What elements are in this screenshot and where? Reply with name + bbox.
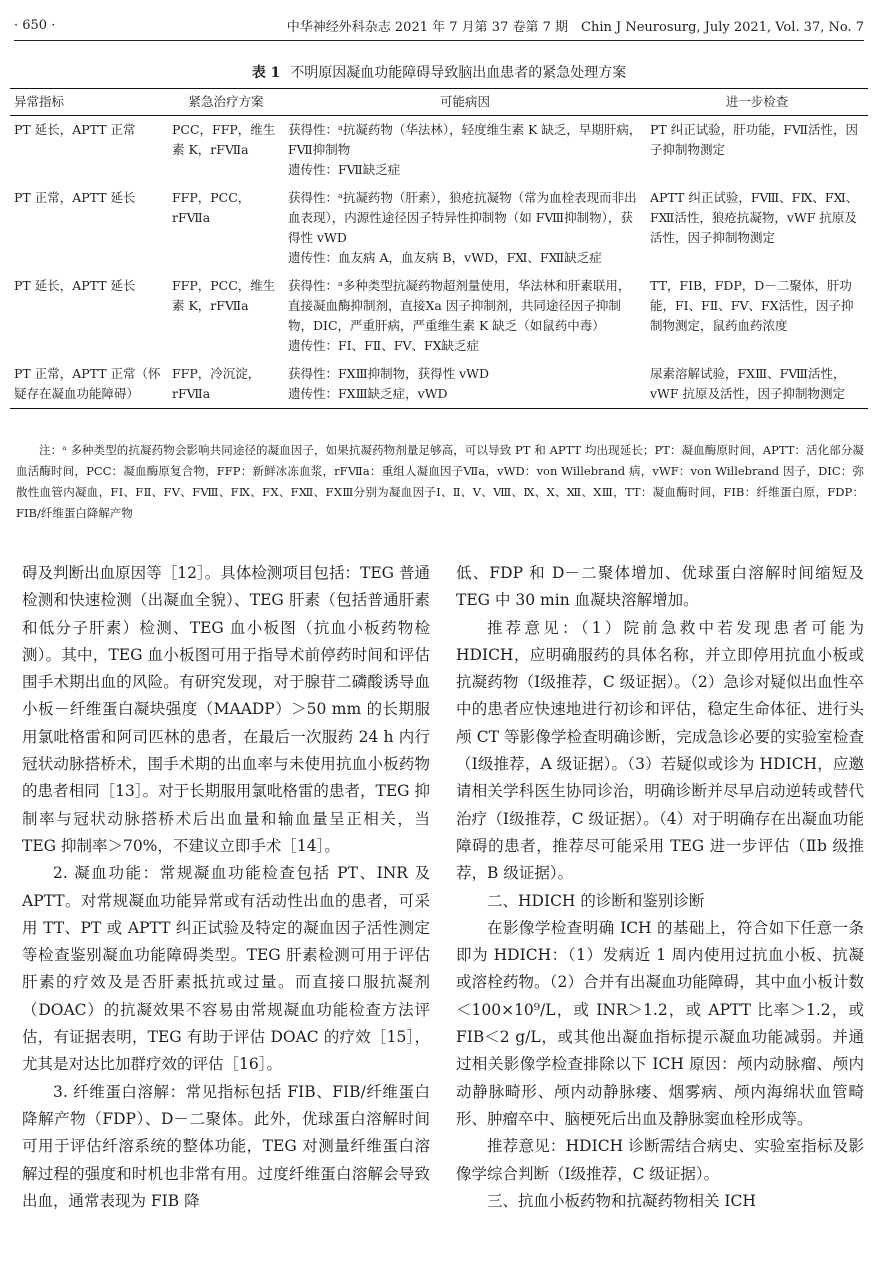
cell-cause — [284, 184, 646, 272]
cell-treatment: FFP，PCC，维生素 K，rFⅦa — [172, 278, 276, 313]
header-cause: 可能病因 — [284, 89, 646, 116]
cause-acquired: 获得性：ᵃ抗凝药物（华法林），轻度维生素 K 缺乏，早期肝病，FⅦ抑制物 — [288, 122, 642, 157]
cell-indicator: PT 延长，APTT 延长 — [14, 278, 136, 293]
cause-acquired: 获得性：FⅩⅢ抑制物，获得性 vWD — [288, 366, 490, 381]
header-further-tests: 进一步检查 — [646, 89, 868, 116]
cell-further-tests: TT，FIB，FDP，D－二聚体，肝功能，FⅠ、FⅡ、FⅤ、FⅩ活性，因子抑制物测定，鼠药血药浓度 — [650, 278, 854, 333]
table-label: 表 1 — [251, 65, 281, 81]
cell-indicator: PT 正常，APTT 延长 — [14, 190, 136, 205]
paragraph: 推荐意见：HDICH 诊断需结合病史、实验室指标及影像学综合判断（Ⅰ级推荐，C 级证据）。 — [456, 1137, 864, 1183]
table-title — [0, 62, 878, 82]
journal-info: 中华神经外科杂志 2021 年 7 月第 37 卷第 7 期 Chin J Neurosurg, July 2021, Vol. 37, No. 7 — [286, 19, 864, 35]
cell-further-tests: PT 纠正试验，肝功能，FⅦ活性，因子抑制物测定 — [650, 122, 859, 157]
right-column — [456, 560, 864, 1215]
cell-indicator: PT 正常，APTT 正常（怀疑存在凝血功能障碍） — [10, 360, 168, 409]
table-row — [10, 116, 868, 185]
cause-hereditary: 遗传性：血友病 A，血友病 B，vWD，FⅪ、FⅫ缺乏症 — [288, 250, 602, 265]
table-caption: 不明原因凝血功能障碍导致脑出血患者的紧急处理方案 — [290, 65, 627, 81]
header-treatment: 紧急治疗方案 — [168, 89, 284, 116]
cause-acquired: 获得性：ᵃ多种类型抗凝药物超剂量使用，华法林和肝素联用，直接凝血酶抑制剂，直接Ⅹa 因子抑制剂，共同途径因子抑制物，DIC，严重肝病，严重维生素 K 缺乏（如鼠药中毒） — [288, 278, 631, 333]
cause-acquired: 获得性：ᵃ抗凝药物（肝素），狼疮抗凝物（常为血栓表现而非出血表现），内源性途径因子特异性抑制物（如 FⅧ抑制物），获得性 vWD — [288, 190, 637, 245]
section-heading: 三、抗血小板药物和抗凝药物相关 ICH — [487, 1191, 756, 1210]
table-header-row — [10, 89, 868, 116]
paragraph: 在影像学检查明确 ICH 的基础上，符合如下任意一条即为 HDICH：（1）发病近 1 周内使用过抗血小板、抗凝或溶栓药物。（2）合并有出凝血功能障碍，其中血小板计数＜100×10⁹/L，或 INR＞1.2，或 APTT 比率＞1.2，或 FIB＜2 g/L，或其他出凝血指标提示凝血功能减弱。并通过相关影像学检查排除以下 ICH 原因：颅内动脉瘤、颅内动静脉畸形、颅内动静脉瘘、烟雾病、颅内海绵状血管畸形、肿瘤卒中、脑梗死后出血及静脉窦血栓形成等。 — [456, 918, 864, 1128]
paragraph: 碍及判断出血原因等［12］。具体检测项目包括：TEG 普通检测和快速检测（出凝血全貌）、TEG 肝素（包括普通肝素和低分子肝素）检测、TEG 血小板图（抗血小板药物检测）。其中，TEG 血小板图可用于指导术前停药时间和评估围手术期出血的风险。有研究发现，对于腺苷二磷酸诱导血小板－纤维蛋白凝块强度（MAADP）＞50 mm 的长期服用氯吡格雷和阿司匹林的患者，在最后一次服药 24 h 内行冠状动脉搭桥术，围手术期的出血率与未使用抗血小板药物的患者相同［13］。对于长期服用氯吡格雷的患者，TEG 抑制率与冠状动脉搭桥术后出血量和输血量呈正相关，当 TEG 抑制率＞70%，不建议立即手术［14］。 — [22, 564, 430, 855]
cell-treatment: PCC，FFP，维生素 K，rFⅦa — [172, 122, 276, 157]
paragraph: 2. 凝血功能：常规凝血功能检查包括 PT、INR 及 APTT。对常规凝血功能异常或有活动性出血的患者，可采用 TT、PT 或 APTT 纠正试验及特定的凝血因子活性测定等检查鉴别凝血功能障碍类型。TEG 肝素检测可用于评估肝素的疗效及是否肝素抵抗或过量。而直接口服抗凝剂（DOAC）的抗凝效果不容易由常规凝血功能检查方法评估，有证据表明，TEG 有助于评估 DOAC 的疗效［15］，尤其是对达比加群疗效的评估［16］。 — [22, 864, 430, 1074]
table-note: 注：ᵃ 多种类型的抗凝药物会影响共同途径的凝血因子，如果抗凝药物剂量足够高，可以导致 PT 和 APTT 均出现延长；PT：凝血酶原时间，APTT：活化部分凝血活酶时间，PCC：凝血酶原复合物，FFP：新鲜冰冻血浆，rFⅦa：重组人凝血因子Ⅶa，vWD：von Willebrand 病，vWF：von Willebrand 因子，DIC：弥散性血管内凝血，FⅠ、FⅡ、FⅤ、FⅧ、FⅨ、FⅩ、FⅫ、FⅩⅢ分别为凝血因子Ⅰ、Ⅱ、Ⅴ、Ⅷ、Ⅸ、Ⅹ、Ⅻ、ⅩⅢ，TT：凝血酶时间，FIB：纤维蛋白原，FDP：FIB/纤维蛋白降解产物 — [16, 443, 864, 520]
cell-cause — [284, 116, 646, 185]
cause-hereditary: 遗传性：FⅠ、FⅡ、FⅤ、FⅩ缺乏症 — [288, 338, 480, 353]
cell-indicator: PT 延长，APTT 正常 — [14, 122, 136, 137]
cell-treatment: FFP，冷沉淀，rFⅦa — [168, 360, 284, 409]
header-indicator: 异常指标 — [10, 89, 168, 116]
left-column — [22, 560, 430, 1215]
table-row — [10, 272, 868, 360]
page-number: · 650 · — [14, 17, 56, 33]
section-heading: 二、HDICH 的诊断和鉴别诊断 — [487, 891, 705, 910]
paragraph: 低、FDP 和 D－二聚体增加、优球蛋白溶解时间缩短及 TEG 中 30 min 血凝块溶解增加。 — [456, 564, 864, 610]
cause-hereditary: 遗传性：FⅩⅢ缺乏症，vWD — [288, 386, 448, 401]
paragraph: 推荐意见：（1）院前急救中若发现患者可能为 HDICH，应明确服药的具体名称，并立即停用抗血小板或抗凝药物（Ⅰ级推荐，C 级证据）。（2）急诊对疑似出血性卒中的患者应快速地进行初诊和评估，稳定生命体征、进行头颅 CT 等影像学检查明确诊断，完成急诊必要的实验室检查（Ⅰ级推荐，A 级证据）。（3）若疑似或诊为 HDICH，应邀请相关学科医生协同诊治，明确诊断并尽早启动逆转或替代治疗（Ⅰ级推荐，C 级证据）。（4）对于明确存在出凝血功能障碍的患者，推荐尽可能采用 TEG 进一步评估（Ⅱb 级推荐，B 级证据）。 — [456, 618, 864, 883]
cause-hereditary: 遗传性：FⅦ缺乏症 — [288, 162, 401, 177]
cell-treatment: FFP，PCC，rFⅦa — [172, 190, 251, 225]
cell-further-tests: 尿素溶解试验，FⅩⅢ、FⅧ活性，vWF 抗原及活性，因子抑制物测定 — [646, 360, 868, 409]
table-row — [10, 360, 868, 409]
cell-cause — [284, 360, 646, 409]
cell-cause — [284, 272, 646, 360]
paragraph: 3. 纤维蛋白溶解：常见指标包括 FIB、FIB/纤维蛋白降解产物（FDP）、D－二聚体。此外，优球蛋白溶解时间可用于评估纤溶系统的整体功能，TEG 对测量纤维蛋白溶解过程的强度和时机也非常有用。过度纤维蛋白溶解会导致出血，通常表现为 FIB 降 — [22, 1082, 430, 1210]
page-header — [14, 14, 864, 41]
emergency-treatment-table — [10, 88, 868, 409]
table-row — [10, 184, 868, 272]
cell-further-tests: APTT 纠正试验，FⅧ、FⅨ、FⅪ、FⅫ活性，狼疮抗凝物，vWF 抗原及活性，因子抑制物测定 — [650, 190, 859, 245]
